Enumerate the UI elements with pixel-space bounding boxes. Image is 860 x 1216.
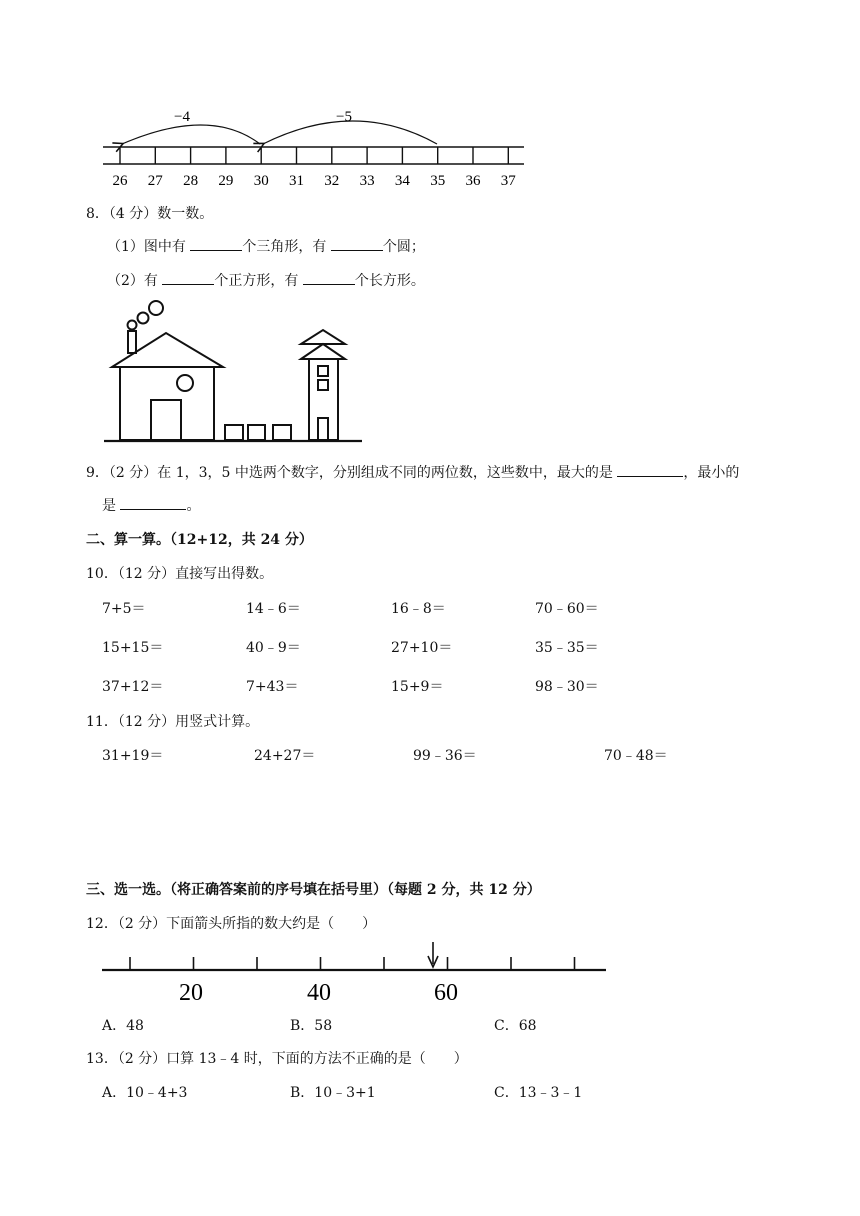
jump-arc-minus-4 bbox=[122, 125, 260, 144]
q9-line-1 bbox=[86, 462, 739, 482]
tower-window-1 bbox=[318, 366, 328, 376]
number-line-figure bbox=[100, 100, 530, 192]
answer-blank-triangles[interactable] bbox=[190, 236, 242, 251]
q9-line2-end: 。 bbox=[186, 498, 201, 514]
q8-line2-c: 个长方形。 bbox=[354, 273, 425, 289]
tower-second-triangle bbox=[301, 344, 345, 359]
number-line-label: 28 bbox=[183, 173, 199, 189]
smoke-circle-small bbox=[128, 321, 137, 330]
q12-axis-label-60: 60 bbox=[434, 980, 458, 1006]
house-shapes-figure bbox=[102, 296, 364, 444]
q10-expression: 7+43＝ bbox=[246, 679, 299, 695]
q8-stem: 8．（4 分）数一数。 bbox=[86, 206, 214, 222]
q8-line-1 bbox=[107, 236, 425, 256]
small-box-1 bbox=[225, 425, 243, 440]
q12-stem: 12．（2 分）下面箭头所指的数大约是（ ） bbox=[86, 916, 377, 932]
q10-expression: 27+10＝ bbox=[391, 640, 453, 656]
chimney bbox=[128, 331, 136, 353]
number-line-label: 33 bbox=[359, 173, 375, 189]
house-body bbox=[120, 367, 214, 440]
number-line-label: 27 bbox=[147, 173, 163, 189]
jump-label-minus-5: −5 bbox=[336, 109, 352, 125]
q11-item-1: 31+19＝ bbox=[102, 748, 164, 764]
number-line-label: 26 bbox=[112, 173, 128, 189]
tower-door bbox=[318, 418, 328, 440]
q12-option-b[interactable]: B．58 bbox=[290, 1018, 333, 1034]
q8-line1-a: （1）图中有 bbox=[107, 239, 186, 255]
tower-body bbox=[309, 359, 338, 440]
tower-window-2 bbox=[318, 380, 328, 390]
house-window-circle bbox=[177, 375, 193, 391]
answer-blank-smallest[interactable] bbox=[120, 495, 186, 510]
q9-line1-end: ，最小的 bbox=[683, 465, 740, 481]
answer-blank-circles[interactable] bbox=[331, 236, 383, 251]
jump-label-minus-4: −4 bbox=[174, 109, 190, 125]
smoke-circle-large bbox=[149, 301, 163, 315]
section-3-heading: 三、选一选。（将正确答案前的序号填在括号里）（每题 2 分，共 12 分） bbox=[86, 882, 541, 898]
q8-line1-b: 个三角形，有 bbox=[242, 239, 327, 255]
q9-line1-text: 9．（2 分）在 1，3，5 中选两个数字，分别组成不同的两位数，这些数中，最大的是 bbox=[86, 465, 613, 481]
number-line-label: 29 bbox=[218, 173, 234, 189]
q8-line-2 bbox=[107, 270, 425, 290]
section-2-heading: 二、算一算。（12+12，共 24 分） bbox=[86, 532, 313, 548]
q10-expression: 98﹣30＝ bbox=[535, 679, 599, 695]
house-door bbox=[151, 400, 181, 440]
q8-line2-a: （2）有 bbox=[107, 273, 158, 289]
answer-blank-squares[interactable] bbox=[162, 270, 214, 285]
number-line-label: 31 bbox=[289, 173, 304, 189]
q13-option-b[interactable]: B．10﹣3+1 bbox=[290, 1085, 376, 1101]
q10-expression: 7+5＝ bbox=[102, 601, 146, 617]
q10-expression: 16﹣8＝ bbox=[391, 601, 446, 617]
q11-item-3: 99﹣36＝ bbox=[413, 748, 477, 764]
q13-option-c[interactable]: C．13﹣3﹣1 bbox=[494, 1085, 583, 1101]
q8-line1-c: 个圆； bbox=[382, 239, 425, 255]
smoke-circle-medium bbox=[138, 313, 149, 324]
q13-option-a[interactable]: A．10﹣4+3 bbox=[102, 1085, 188, 1101]
q9-line-2 bbox=[102, 495, 200, 515]
q8-line2-b: 个正方形，有 bbox=[214, 273, 299, 289]
q11-item-4: 70﹣48＝ bbox=[604, 748, 668, 764]
q10-expression: 14﹣6＝ bbox=[246, 601, 301, 617]
q9-line2-a: 是 bbox=[102, 498, 116, 514]
small-box-3 bbox=[273, 425, 291, 440]
q12-axis-label-40: 40 bbox=[307, 980, 331, 1006]
q13-stem: 13．（2 分）口算 13﹣4 时，下面的方法不正确的是（ ） bbox=[86, 1051, 468, 1067]
number-line-label: 30 bbox=[253, 173, 269, 189]
q11-item-2: 24+27＝ bbox=[254, 748, 316, 764]
q12-option-c[interactable]: C．68 bbox=[494, 1018, 537, 1034]
answer-blank-rectangles[interactable] bbox=[303, 270, 355, 285]
q10-expression: 40﹣9＝ bbox=[246, 640, 301, 656]
small-box-2 bbox=[248, 425, 265, 440]
q11-stem: 11．（12 分）用竖式计算。 bbox=[86, 714, 260, 730]
number-line-label: 37 bbox=[500, 173, 516, 189]
q12-number-line bbox=[100, 940, 610, 1006]
answer-blank-largest[interactable] bbox=[617, 462, 683, 477]
q10-expression: 15+9＝ bbox=[391, 679, 444, 695]
q10-expression: 35﹣35＝ bbox=[535, 640, 599, 656]
q10-stem: 10．（12 分）直接写出得数。 bbox=[86, 566, 274, 582]
number-line-label: 32 bbox=[324, 173, 340, 189]
q12-axis-label-20: 20 bbox=[179, 980, 203, 1006]
number-line-label: 34 bbox=[394, 173, 410, 189]
q10-expression: 70﹣60＝ bbox=[535, 601, 599, 617]
q10-expression: 15+15＝ bbox=[102, 640, 164, 656]
q12-option-a[interactable]: A．48 bbox=[102, 1018, 144, 1034]
number-line-label: 36 bbox=[465, 173, 481, 189]
q10-expression: 37+12＝ bbox=[102, 679, 164, 695]
tower-top-triangle bbox=[301, 330, 345, 344]
number-line-label: 35 bbox=[430, 173, 446, 189]
